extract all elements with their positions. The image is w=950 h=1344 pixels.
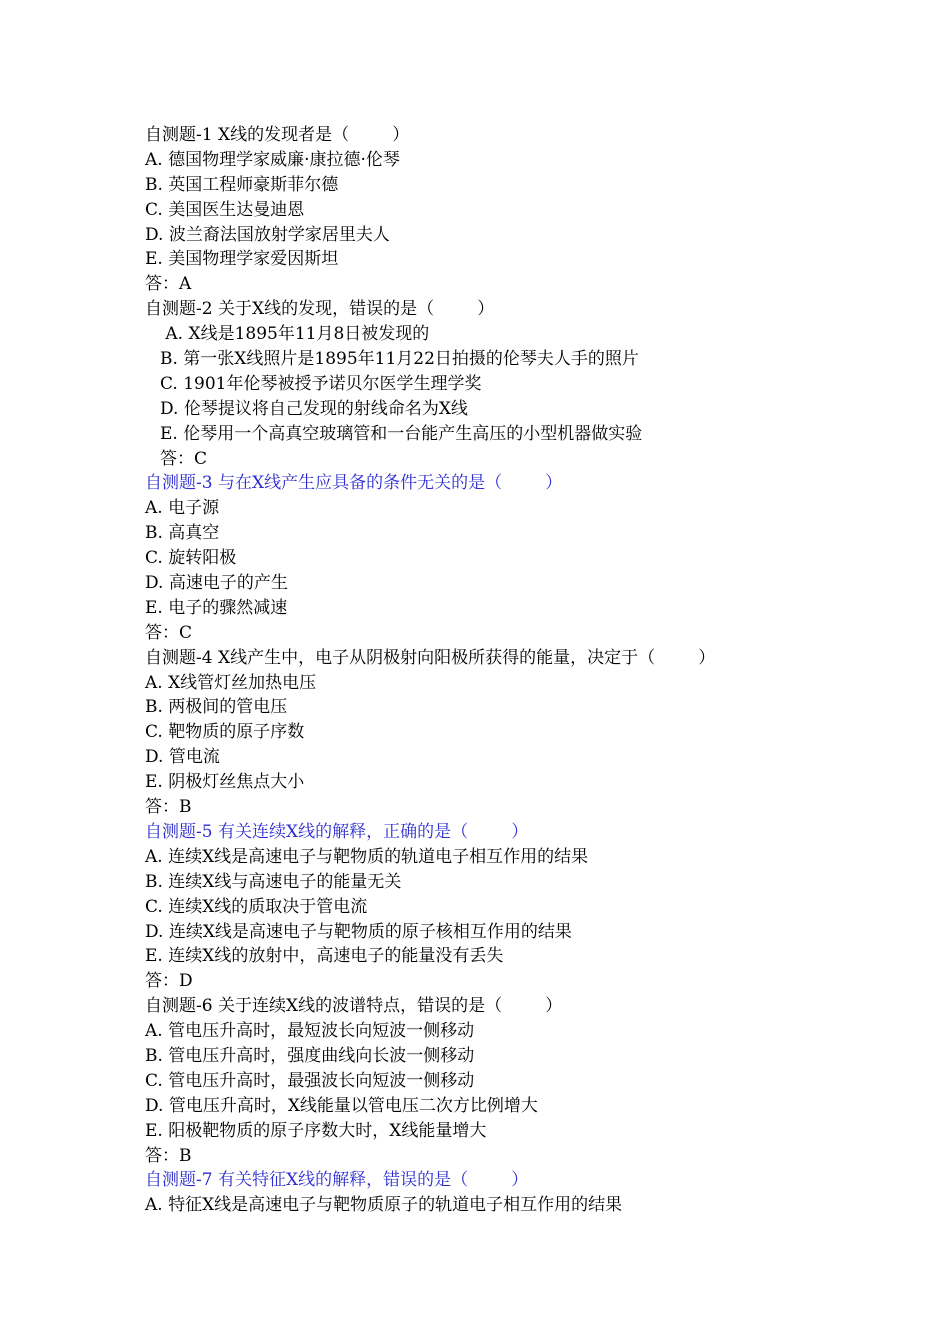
question-line: 自测题-2 关于X线的发现，错误的是（ ）	[145, 299, 495, 320]
option-line: C. 管电压升高时，最强波长向短波一侧移动	[145, 1070, 475, 1091]
option-line: C. 1901年伦琴被授予诺贝尔医学生理学奖	[160, 373, 482, 394]
question-line: 自测题-7 有关特征X线的解释，错误的是（ ）	[145, 1170, 529, 1191]
option-line: B. 英国工程师豪斯菲尔德	[145, 174, 339, 195]
answer-line: 答：A	[145, 274, 192, 295]
option-line: C. 靶物质的原子序数	[145, 722, 305, 743]
option-line: E. 阴极灯丝焦点大小	[145, 772, 305, 793]
option-line: D. 高速电子的产生	[145, 573, 288, 594]
option-line: A. 管电压升高时，最短波长向短波一侧移动	[145, 1021, 475, 1042]
option-line: E. 连续X线的放射中，高速电子的能量没有丢失	[145, 946, 504, 967]
option-line: B. 第一张X线照片是1895年11月22日拍摄的伦琴夫人手的照片	[160, 349, 639, 370]
option-line: B. 高真空	[145, 523, 220, 544]
option-line: E. 阳极靶物质的原子序数大时，X线能量增大	[145, 1120, 487, 1141]
option-line: C. 美国医生达曼迪恩	[145, 199, 305, 220]
option-line: A. 连续X线是高速电子与靶物质的轨道电子相互作用的结果	[145, 846, 589, 867]
option-line: E. 美国物理学家爱因斯坦	[145, 249, 339, 270]
question-line: 自测题-1 X线的发现者是（ ）	[145, 125, 410, 145]
option-line: D. 管电流	[145, 747, 220, 768]
answer-line: 答：B	[145, 1145, 192, 1166]
option-line: B. 两极间的管电压	[145, 697, 288, 718]
option-line: D. 伦琴提议将自己发现的射线命名为X线	[160, 398, 468, 419]
answer-line: 答：C	[160, 448, 208, 469]
question-line: 自测题-5 有关连续X线的解释，正确的是（ ）	[145, 821, 529, 842]
document-page	[145, 123, 845, 1218]
option-line: D. 波兰裔法国放射学家居里夫人	[145, 224, 390, 245]
option-line: C. 连续X线的质取决于管电流	[145, 896, 368, 917]
question-line: 自测题-6 关于连续X线的波谱特点，错误的是（ ）	[145, 996, 563, 1017]
option-line: A. X线管灯丝加热电压	[145, 672, 317, 693]
option-line: D. 连续X线是高速电子与靶物质的原子核相互作用的结果	[145, 921, 572, 942]
option-line: E. 伦琴用一个高真空玻璃管和一台能产生高压的小型机器做实验	[160, 423, 643, 444]
option-line: D. 管电压升高时，X线能量以管电压二次方比例增大	[145, 1095, 538, 1116]
answer-line: 答：D	[145, 971, 193, 992]
option-line: A. 特征X线是高速电子与靶物质原子的轨道电子相互作用的结果	[145, 1195, 623, 1216]
option-line: A. 电子源	[145, 498, 220, 519]
option-line: B. 管电压升高时，强度曲线向长波一侧移动	[145, 1045, 475, 1066]
option-line: E. 电子的骤然减速	[145, 597, 288, 618]
answer-line: 答：C	[145, 622, 193, 643]
option-line: A. 德国物理学家威廉·康拉德·伦琴	[145, 149, 400, 170]
option-line: B. 连续X线与高速电子的能量无关	[145, 871, 402, 892]
option-line: C. 旋转阳极	[145, 548, 237, 569]
question-line: 自测题-3 与在X线产生应具备的条件无关的是（ ）	[145, 473, 563, 494]
question-line: 自测题-4 X线产生中，电子从阴极射向阳极所获得的能量，决定于（ ）	[145, 647, 716, 668]
answer-line: 答：B	[145, 797, 192, 818]
option-line: A. X线是1895年11月8日被发现的	[160, 324, 430, 345]
question-list	[145, 123, 845, 1218]
